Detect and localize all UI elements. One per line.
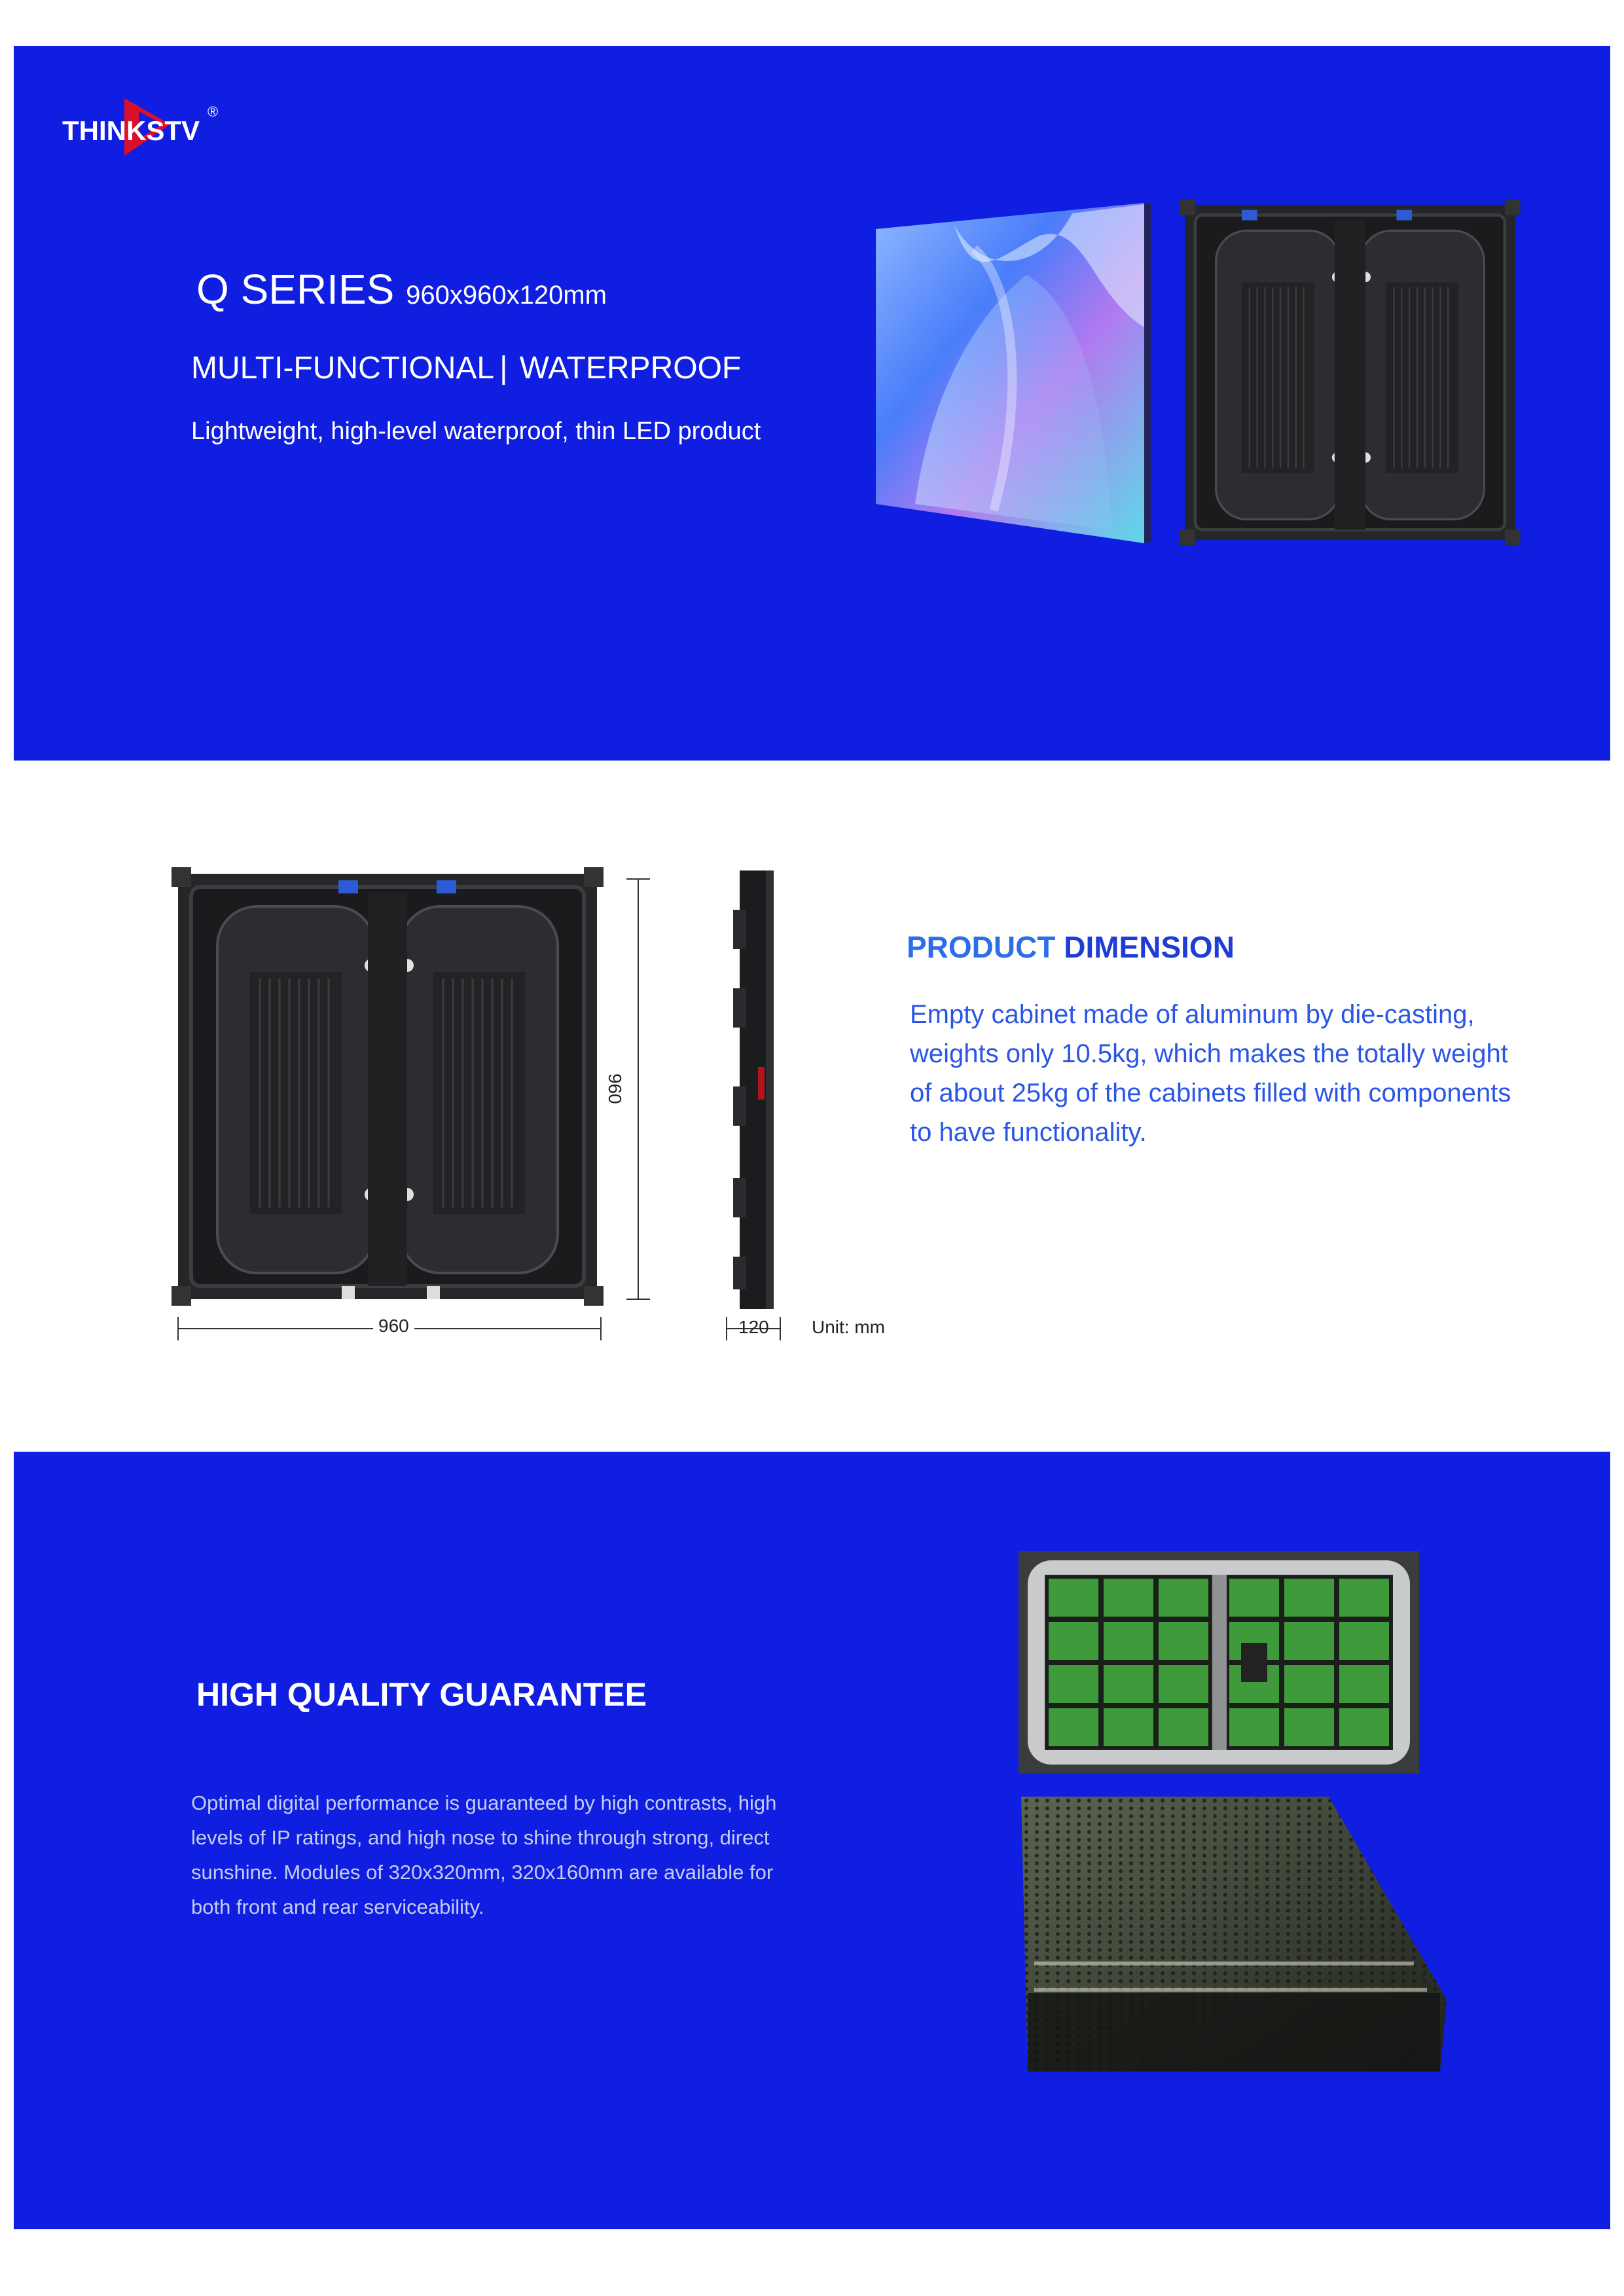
heading-part: DIMENSION — [1064, 930, 1235, 964]
logo-text-k: K — [126, 115, 147, 146]
registered-mark: ® — [208, 103, 219, 120]
heading-part: PRODUCT — [907, 930, 1056, 964]
depth-dimension-label: 120 — [738, 1317, 769, 1337]
cabinet-dimension-image — [171, 867, 604, 1306]
unit-label: Unit: mm — [812, 1317, 885, 1337]
led-screen-front-image — [876, 196, 1151, 543]
series-dimensions: 960x960x120mm — [406, 281, 607, 310]
feature-waterproof: WATERPROOF — [519, 351, 742, 386]
feature-multifunctional: MULTI-FUNCTIONAL — [191, 351, 495, 386]
logo-text-part: STV — [146, 115, 200, 146]
series-name: Q SERIES — [196, 266, 395, 313]
quality-heading: HIGH QUALITY GUARANTEE — [196, 1676, 647, 1713]
cabinet-rear-image — [1178, 200, 1522, 545]
series-title — [196, 265, 607, 314]
logo-text-part: THIN — [62, 115, 126, 146]
hero-tagline: Lightweight, high-level waterproof, thin LED product — [191, 418, 761, 445]
feature-line — [191, 350, 741, 386]
height-dimension-label: 960 — [605, 1073, 625, 1104]
feature-separator: | — [499, 351, 508, 386]
cabinet-side-profile-image — [727, 870, 779, 1309]
width-dimension-label: 960 — [373, 1316, 414, 1336]
logo-wordmark — [62, 115, 200, 147]
led-modules-closeup-photo — [1021, 1797, 1447, 2085]
product-dimension-heading — [907, 929, 1235, 965]
quality-description: Optimal digital performance is guaranteed by high contrasts, high levels of IP ratings, and high nose to shine through strong, direct sunshine. Modules of 320x320mm, 320x160mm are available for both front and rear serviceability. — [191, 1791, 777, 1918]
brand-logo — [62, 59, 232, 157]
product-dimension-description: Empty cabinet made of aluminum by die-casting, weights only 10.5kg, which makes the totally weight of about 25kg of the cabinets filled with components to have functionality. — [910, 1000, 1511, 1147]
cabinet-modules-photo — [1019, 1551, 1419, 1774]
